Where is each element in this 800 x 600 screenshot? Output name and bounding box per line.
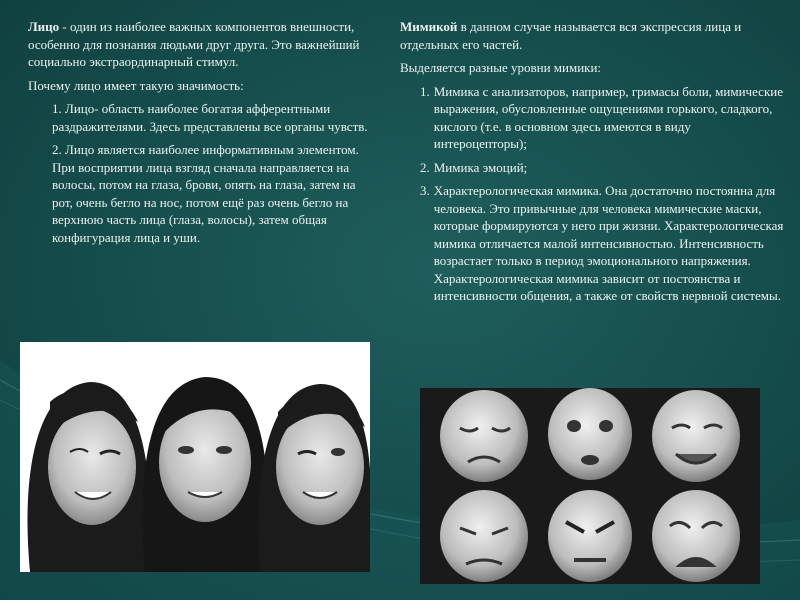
list-item-number: 2. [420,159,430,175]
mimicry-definition-text: в данном случае называется вся экспрессия лица и отдельных его частей. [400,19,742,52]
right-text-column [400,18,785,311]
mask-angry [548,490,632,582]
face-term: Лицо [28,19,60,34]
mask-smiling [652,390,740,482]
list-item-number: 3. [420,183,430,198]
levels-list [400,83,785,305]
levels-title: Выделяется разные уровни мимики: [400,60,602,75]
mask-sad [440,390,528,482]
list-item [420,159,785,177]
list-item [420,182,785,305]
list-item-text: Мимика с анализаторов, например, гримасы боли, мимические выражения, обусловленные ощущениями горького, сладкого, кислого (т.е. в основном здесь имеются в виду интероцепторы); [433,83,783,151]
face-definition [28,18,373,71]
list-item [420,83,785,153]
faces-photo [20,342,370,572]
significance-question: Почему лицо имеет такую значимость: [28,77,244,93]
list-item-text: Мимика эмоций; [433,159,528,175]
list-item-text: Характерологическая мимика. Она достаточно постоянна для человека. Это привычные для человека мимические маски, которые формируются у него при жизни. Характерологическая мимика отличается малой интенсивностью. Интенсивность возрастает только в период эмоционального напряжения. Характерологическая мимика зависит от постоянства и интенсивности общения, а также от свойств нервной системы. [433,183,784,303]
mask-distressed [652,490,740,582]
point-2: 2. Лицо является наиболее информативным элементом. При восприятии лица взгляд сначала направляется на волосы, потом на глаза, брови, опять на глаза, затем на рот, очень бегло на нос, потом ещё раз очень бегло на верхнюю часть лица (глаза, волосы), затем общая конфигурация лица и уши. [52,142,359,245]
point-1: 1. Лицо- область наиболее богатая афферентными раздражителями. Здесь представлены все органы чувств. [52,101,368,134]
left-text-column [28,18,373,252]
mask-frowning [440,490,528,582]
mimicry-definition [400,18,785,53]
list-item-number: 1. [420,83,430,99]
mask-surprised [548,388,632,480]
face-definition-text: - один из наиболее важных компонентов внешности, особенно для познания людьми друг друга. Это важнейший социально экстраординарный стимул. [28,19,360,69]
mimicry-term: Мимикой [400,19,458,34]
masks-photo [420,388,760,584]
